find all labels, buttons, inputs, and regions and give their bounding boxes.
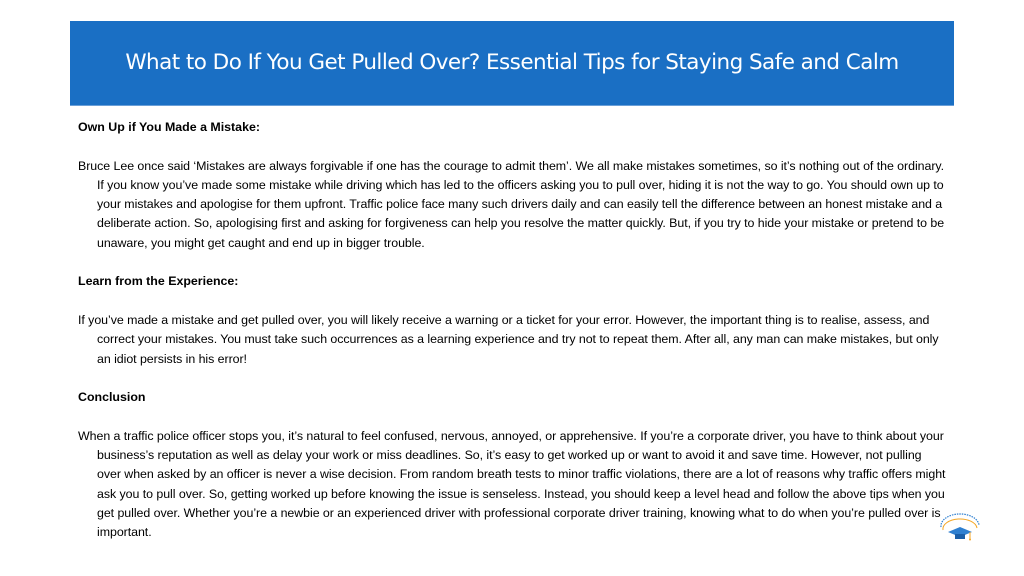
title-banner <box>70 21 954 106</box>
section-body-learn: If you’ve made a mistake and get pulled over, you will likely receive a warning or a ticket for your error. However, the important thing is to realise, assess, and correct your mistakes. You must take such occurrences as a learning experience and try not to repeat them. After all, any man can make mistakes, but only an idiot persists in his error! <box>78 312 939 366</box>
section-body-conclusion: When a traffic police officer stops you, it’s natural to feel confused, nervous, annoyed, or apprehensive. If you’re a corporate driver, you have to think about your business’s reputation as well as delay your work or miss deadlines. So, it’s easy to get worked up or want to avoid it and save time. However, not pulling over when asked by an officer is never a wise decision. From random breath tests to minor traffic violations, there are a lot of reasons why traffic offers might ask you to pull over. So, getting worked up before knowing the issue is senseless. Instead, you should keep a level head and follow the above tips when you get pulled over. Whether you’re a newbie or an experienced driver with professional corporate driver training, knowing what to do when you’re pulled over is important. <box>78 428 946 540</box>
section-heading-mistake: Own Up if You Made a Mistake: <box>78 120 260 134</box>
section-body-mistake: Bruce Lee once said ‘Mistakes are always forgivable if one has the courage to admit them’. We all make mistakes sometimes, so it’s nothing out of the ordinary. If you know you’ve made some mistake while driving which has led to the officers asking you to pull over, hiding it is not the way to go. You should own up to your mistakes and apologise for them upfront. Traffic police face many such drivers daily and can easily tell the difference between an honest mistake and a deliberate action. So, apologising first and asking for forgiveness can help you resolve the matter quickly. But, if you try to hide your mistake or pretend to be unaware, you might get caught and end up in bigger trouble. <box>78 158 945 250</box>
graduation-cap-logo-icon <box>935 513 985 543</box>
section-heading-conclusion: Conclusion <box>78 390 146 405</box>
section-heading-learn: Learn from the Experience: <box>78 274 239 289</box>
page-title: What to Do If You Get Pulled Over? Essential Tips for Staying Safe and Calm <box>125 49 899 75</box>
article-body <box>78 118 948 543</box>
